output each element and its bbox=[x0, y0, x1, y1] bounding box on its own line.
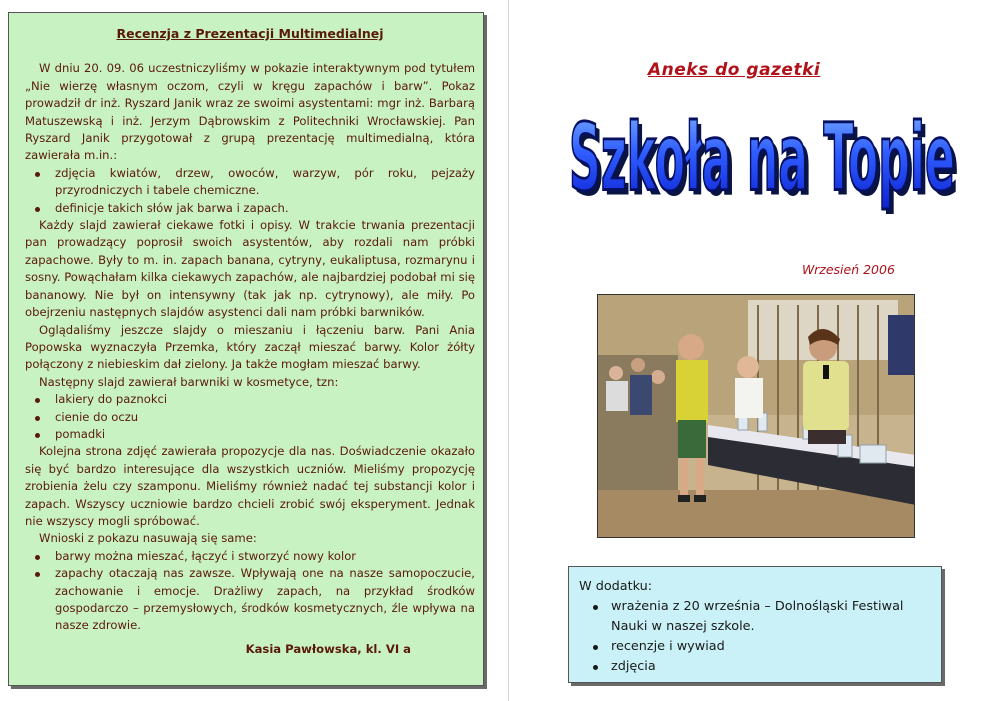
issue-date: Wrzesień 2006 bbox=[802, 262, 895, 277]
review-paragraph: Każdy slajd zawierał ciekawe fotki i opisy. W trakcie trwania prezentacji pan prowadzący poprosił swoich asystentów, aby rozdali nam próbki zapachowe. Były to m. in. zapach banana, cytryny, eukaliptusa, rozmarynu i sosny. Powąchałam kilka ciekawych zapachów, ale najbardziej podobał mi się bananowy. Nie był on intensywny (tak jak np. cytrynowy), ale miły. Po obejrzeniu następnych slajdów asystenci dali nam próbki barwników. bbox=[25, 218, 475, 320]
list-item: barwy można mieszać, łączyć i stworzyć nowy kolor bbox=[55, 548, 475, 565]
review-paragraph: Oglądaliśmy jeszcze slajdy o mieszaniu i łączeniu barw. Pani Ania Popowska wyznaczyła Przemka, który zaczął mieszać barwy. Kolor żółty połączony z niebieskim dał zielony. Ja także mogłam mieszać barwy. bbox=[25, 322, 475, 372]
page-fold bbox=[508, 0, 509, 701]
supplement-box bbox=[568, 566, 942, 683]
list-item: lakiery do paznokci bbox=[55, 391, 475, 408]
wordart-shadow: Szkoła na Topie bbox=[573, 108, 959, 217]
review-list-3 bbox=[25, 548, 475, 635]
list-item: wrażenia z 20 września – Dolnośląski Festiwal Nauki w naszej szkole. bbox=[611, 597, 931, 637]
review-list-1 bbox=[25, 165, 475, 217]
supplement-list bbox=[579, 597, 931, 677]
wordart-title bbox=[560, 94, 960, 224]
review-paragraph: Wnioski z pokazu nasuwają się same: bbox=[39, 531, 257, 546]
review-list-2 bbox=[25, 391, 475, 443]
list-item: zdjęcia kwiatów, drzew, owoców, warzyw, pór roku, pejzaży przyrodniczych i tabele chemiczne. bbox=[55, 165, 475, 200]
review-title: Recenzja z Prezentacji Multimedialnej bbox=[116, 26, 384, 41]
list-item: zapachy otaczają nas zawsze. Wpływają one na nasze samopoczucie, zachowanie i emocje. Drażliwy zapach, na przykład środków gospodarczo – przemysłowych, środków kosmetycznych, źle wpływa na nasze zdrowie. bbox=[55, 565, 475, 635]
supplement-heading: W dodatku: bbox=[579, 579, 653, 594]
event-photo bbox=[597, 294, 915, 538]
list-item: cienie do oczu bbox=[55, 409, 475, 426]
review-box bbox=[8, 12, 484, 686]
review-paragraph: W dniu 20. 09. 06 uczestniczyliśmy w pokazie interaktywnym pod tytułem „Nie wierzę własnym oczom, czyli w kręgu zapachów i barw”. Pokaz prowadził dr inż. Ryszard Janik wraz ze swoimi asystentami: mgr inż. Barbarą Matuszewską i inż. Jerzym Dąbrowskim z Politechniki Wrocławskiej. Pan Ryszard Janik przygotował z grupą prezentację multimedialną, która zawierała m.in.: bbox=[25, 61, 475, 163]
review-paragraph: Kolejna strona zdjęć zawierała propozycje dla nas. Doświadczenie okazało się być bardzo interesujące dla wszystkich uczniów. Mieliśmy propozycję zrobienia żelu czy szamponu. Mieliśmy również nadać tej substancji kolor i zapach. Wszyscy uczniowie bardzo chcieli zrobić swój eksperyment. Jednak nie wszyscy mogli spróbować. bbox=[25, 444, 475, 528]
list-item: zdjęcia bbox=[611, 657, 931, 677]
review-paragraph: Następny slajd zawierał barwniki w kosmetyce, tzn: bbox=[39, 374, 339, 389]
list-item: definicje takich słów jak barwa i zapach. bbox=[55, 200, 475, 217]
list-item: pomadki bbox=[55, 426, 475, 443]
list-item: recenzje i wywiad bbox=[611, 637, 931, 657]
aneks-heading: Aneks do gazetki bbox=[648, 60, 821, 80]
wordart-text: Szkoła na Topie bbox=[569, 103, 955, 212]
review-signature: Kasia Pawłowska, kl. VI a bbox=[245, 641, 411, 656]
